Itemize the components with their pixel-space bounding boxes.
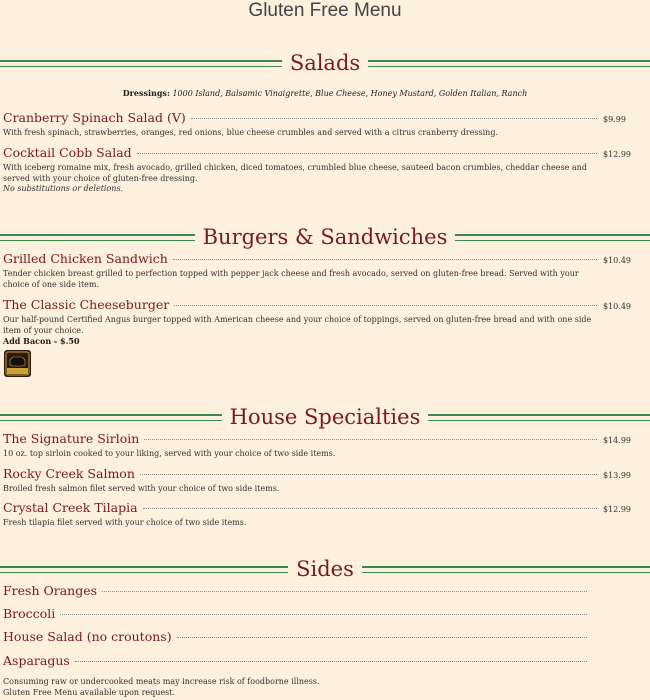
salads-section-header <box>0 47 650 79</box>
sides-section-header <box>0 553 650 585</box>
item-price: $12.99 <box>603 150 631 159</box>
section-divider <box>368 60 650 67</box>
item-price: $14.99 <box>603 436 631 445</box>
item-description: With iceberg romaine mix, fresh avocado, grilled chicken, diced tomatoes, crumbled blue cheese, sauteed bacon crumbles, cheddar cheese and served with your choice of gluten-free dressing. <box>3 163 587 183</box>
item-description: Tender chicken breast grilled to perfection topped with pepper jack cheese and fresh avocado, served on gluten-free bread. Served with your choice of one side item. <box>3 269 579 289</box>
dressings-list: 1000 Island, Balsamic Vinaigrette, Blue Cheese, Honey Mustard, Golden Italian, Ranch <box>172 89 528 98</box>
section-divider <box>0 414 222 421</box>
dot-leader <box>60 614 587 615</box>
certified-angus-beef-logo-icon <box>4 350 31 377</box>
list-item <box>3 629 593 644</box>
item-price: $9.99 <box>603 115 626 124</box>
specialties-heading: House Specialties <box>229 405 421 429</box>
footer-disclaimer: Consuming raw or undercooked meats may increase risk of foodborne illness. <box>3 677 320 686</box>
dot-leader <box>75 661 587 662</box>
menu-title: Gluten Free Menu <box>248 0 402 21</box>
dot-leader <box>144 439 597 440</box>
menu-item <box>3 297 633 346</box>
menu-item <box>3 110 633 138</box>
dot-leader <box>140 474 597 475</box>
dot-leader <box>177 637 587 638</box>
item-description: Fresh tilapia filet served with your choice of two side items. <box>3 518 247 527</box>
item-price: $12.99 <box>603 505 631 514</box>
menu-item <box>3 145 633 193</box>
item-name: The Signature Sirloin <box>3 431 140 446</box>
burgers-heading: Burgers & Sandwiches <box>202 225 448 249</box>
item-description: Our half-pound Certified Angus burger topped with American cheese and your choice of toppings, served on gluten-free bread and with one side item of your choice. <box>3 315 592 335</box>
list-item <box>3 653 593 668</box>
list-item <box>3 606 593 621</box>
dot-leader <box>102 591 587 592</box>
salads-heading: Salads <box>289 51 361 75</box>
side-name: Fresh Oranges <box>3 583 98 598</box>
item-name: Grilled Chicken Sandwich <box>3 251 168 266</box>
section-divider <box>362 566 650 573</box>
item-description: With fresh spinach, strawberries, oranges, red onions, blue cheese crumbles and served with a citrus cranberry dressing. <box>3 128 498 137</box>
section-divider <box>0 60 282 67</box>
list-item <box>3 583 593 598</box>
dot-leader <box>191 118 597 119</box>
section-divider <box>455 234 650 241</box>
item-name: Cocktail Cobb Salad <box>3 145 132 160</box>
item-price: $10.49 <box>603 302 631 311</box>
footer <box>3 676 320 698</box>
dot-leader <box>174 305 597 306</box>
item-note: No substitutions or deletions. <box>3 184 124 193</box>
item-description: 10 oz. top sirloin cooked to your liking, served with your choice of two side items. <box>3 449 336 458</box>
footer-availability: Gluten Free Menu available upon request. <box>3 688 176 697</box>
specialties-section-header <box>0 401 650 433</box>
item-name: Rocky Creek Salmon <box>3 466 135 481</box>
dot-leader <box>137 153 597 154</box>
item-price: $13.99 <box>603 471 631 480</box>
item-name: Cranberry Spinach Salad (V) <box>3 110 186 125</box>
section-divider <box>428 414 650 421</box>
section-divider <box>0 234 195 241</box>
menu-item <box>3 251 633 290</box>
menu-item <box>3 431 633 459</box>
burgers-section-header <box>0 221 650 253</box>
menu-item <box>3 500 633 528</box>
side-name: Broccoli <box>3 606 56 621</box>
item-name: Crystal Creek Tilapia <box>3 500 138 515</box>
dressings-line <box>0 88 650 98</box>
section-divider <box>0 566 288 573</box>
dot-leader <box>173 259 597 260</box>
menu-item <box>3 466 633 494</box>
item-name: The Classic Cheeseburger <box>3 297 170 312</box>
dot-leader <box>143 508 597 509</box>
side-name: House Salad (no croutons) <box>3 629 172 644</box>
dressings-label: Dressings: <box>122 88 170 98</box>
item-addon: Add Bacon - $.50 <box>3 336 80 346</box>
side-name: Asparagus <box>3 653 70 668</box>
item-price: $10.49 <box>603 256 631 265</box>
item-description: Broiled fresh salmon filet served with your choice of two side items. <box>3 484 280 493</box>
sides-heading: Sides <box>296 557 354 581</box>
